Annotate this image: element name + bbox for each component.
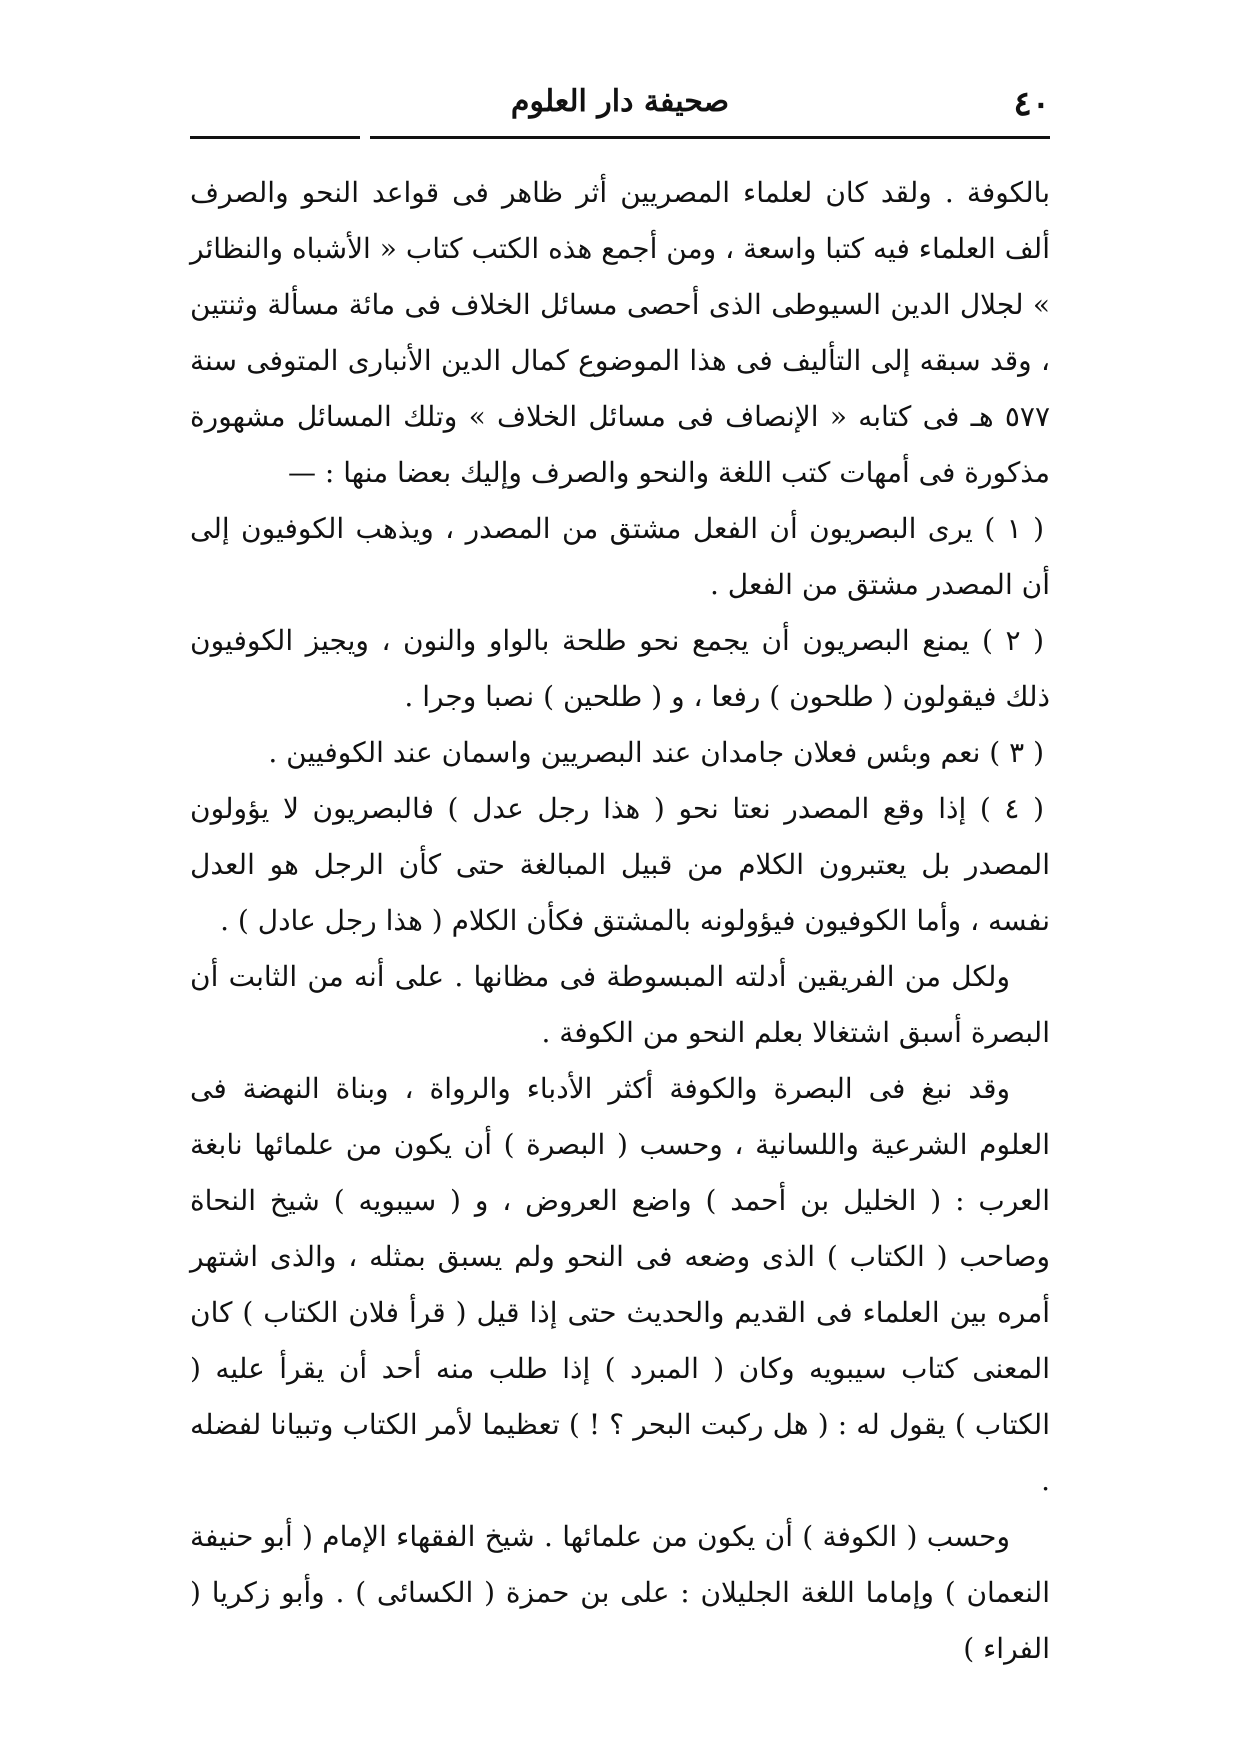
- list-item-2: ( ٢ ) يمنع البصريون أن يجمع نحو طلحة بالواو والنون ، ويجيز الكوفيون ذلك فيقولون ( طلحون ) رفعا ، و ( طلحين ) نصبا وجرا .: [190, 624, 1050, 713]
- page-number: ٤٠: [1013, 84, 1050, 124]
- running-title: صحيفة دار العلوم: [510, 84, 730, 119]
- paragraph-basra: وقد نبغ فى البصرة والكوفة أكثر الأدباء والرواة ، وبناة النهضة فى العلوم الشرعية واللسانية ، وحسب ( البصرة ) أن يكون من علمائها نابغة العرب : ( الخليل بن أحمد ) واضع العروض ، و ( سيبويه ) شيخ النحاة وصاحب ( الكتاب ) الذى وضعه فى النحو ولم يسبق بمثله ، والذى اشتهر أمره بين العلماء فى القديم والحديث حتى إذا قيل ( قرأ فلان الكتاب ) كان المعنى كتاب سيبويه وكان ( المبرد ) إذا طلب منه أحد أن يقرأ عليه ( الكتاب ) يقول له : ( هل ركبت البحر ؟ ! ) تعظيما لأمر الكتاب وتبيانا لفضله .: [190, 1072, 1050, 1497]
- page-header: [190, 80, 1050, 136]
- header-rule-short-segment: [190, 136, 360, 139]
- paragraph-intro: بالكوفة . ولقد كان لعلماء المصريين أثر ظاهر فى قواعد النحو والصرف ألف العلماء فيه كتبا واسعة ، ومن أجمع هذه الكتب كتاب « الأشباه والنظائر » لجلال الدين السيوطى الذى أحصى مسائل الخلاف فى مائة مسألة وثنتين ، وقد سبقه إلى التأليف فى هذا الموضوع كمال الدين الأنبارى المتوفى سنة ٥٧٧ هـ فى كتابه « الإنصاف فى مسائل الخلاف » وتلك المسائل مشهورة مذكورة فى أمهات كتب اللغة والنحو والصرف وإليك بعضا منها : —: [190, 176, 1050, 489]
- body-text: [190, 165, 1050, 1677]
- list-item-1: ( ١ ) يرى البصريون أن الفعل مشتق من المصدر ، ويذهب الكوفيون إلى أن المصدر مشتق من الفعل .: [190, 512, 1050, 601]
- list-item-3: ( ٣ ) نعم وبئس فعلان جامدان عند البصريين واسمان عند الكوفيين .: [268, 736, 1044, 769]
- list-item-4: ( ٤ ) إذا وقع المصدر نعتا نحو ( هذا رجل عدل ) فالبصريون لا يؤولون المصدر بل يعتبرون الكلام من قبيل المبالغة حتى كأن الرجل هو العدل نفسه ، وأما الكوفيون فيؤولونه بالمشتق فكأن الكلام ( هذا رجل عادل ) .: [190, 792, 1050, 937]
- paragraph-conclusion: ولكل من الفريقين أدلته المبسوطة فى مظانها . على أنه من الثابت أن البصرة أسبق اشتغالا بعلم النحو من الكوفة .: [190, 960, 1050, 1049]
- header-rule-long-segment: [370, 136, 1050, 139]
- paragraph-kufa: وحسب ( الكوفة ) أن يكون من علمائها . شيخ الفقهاء الإمام ( أبو حنيفة النعمان ) وإماما اللغة الجليلان : على بن حمزة ( الكسائى ) . وأبو زكريا ( الفراء ): [190, 1520, 1050, 1665]
